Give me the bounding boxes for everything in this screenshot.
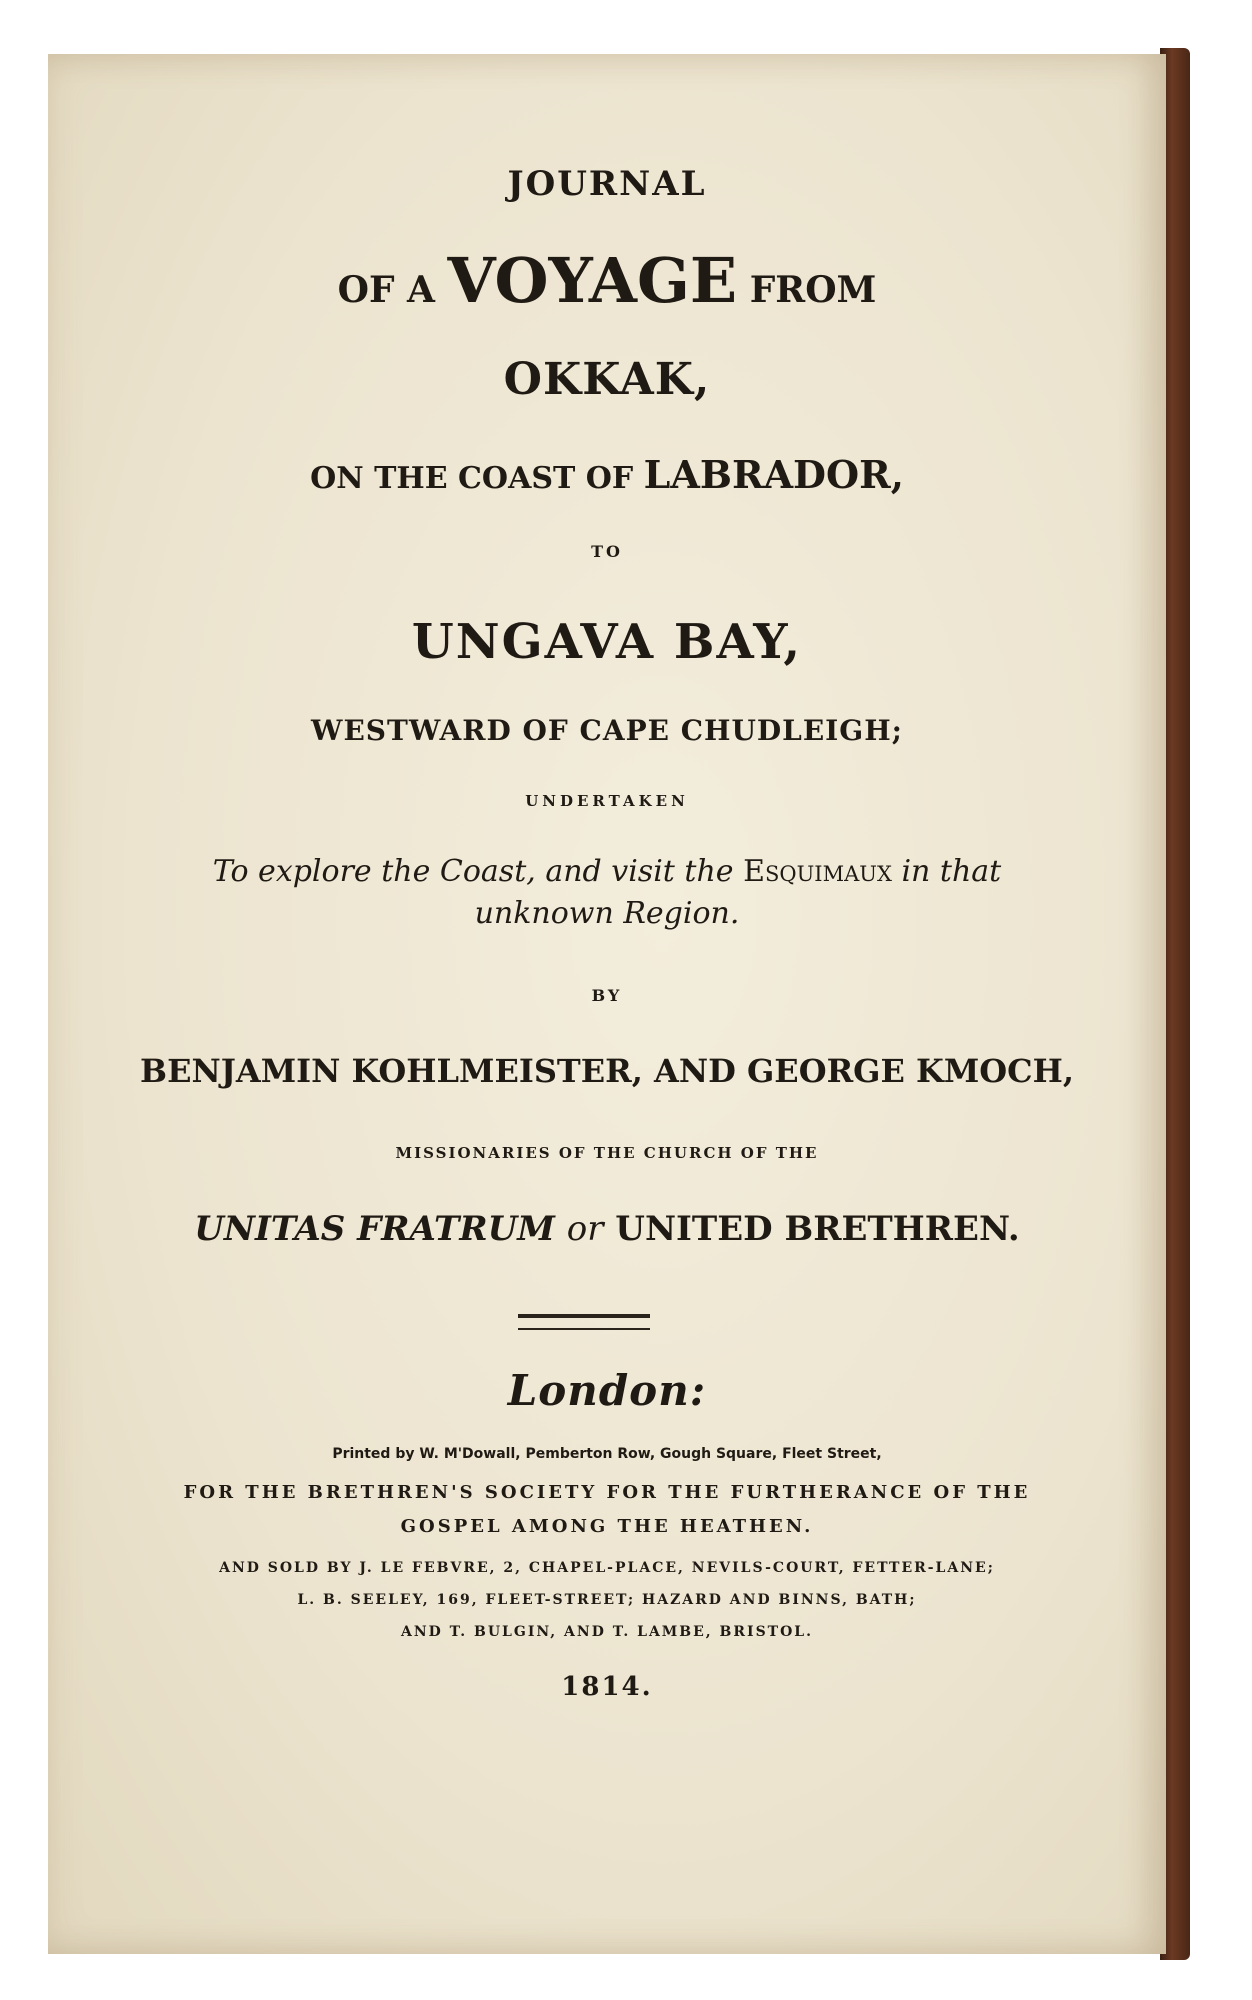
title-explore-line [48, 854, 1166, 889]
title-or: or [566, 1209, 604, 1249]
title-voyage-line [48, 244, 1166, 317]
title-okkak: OKKAK, [503, 354, 711, 405]
title-coast-line [48, 452, 1166, 497]
title-journal: JOURNAL [507, 164, 707, 204]
imprint-sold-line-1: AND SOLD BY J. LE FEBVRE, 2, CHAPEL-PLACE, NEVILS-COURT, FETTER-LANE; [219, 1560, 995, 1576]
title-ungava-bay: UNGAVA BAY, [411, 614, 803, 670]
title-unitas-line [48, 1209, 1166, 1249]
title-labrador: LABRADOR, [643, 452, 904, 497]
title-of-a: OF A [337, 269, 435, 311]
title-explore-a: To explore the Coast, and visit the [212, 854, 734, 889]
double-rule-divider [518, 1314, 650, 1330]
title-region: unknown Region. [474, 896, 740, 931]
title-unitas-fratrum: UNITAS FRATRUM [194, 1209, 555, 1249]
imprint-london: London: [507, 1366, 707, 1415]
title-voyage: VOYAGE [447, 244, 738, 317]
title-to: TO [591, 542, 623, 561]
book [48, 48, 1190, 1960]
title-undertaken: UNDERTAKEN [525, 792, 689, 810]
imprint-for-line-1: FOR THE BRETHREN'S SOCIETY FOR THE FURTHERANCE OF THE [183, 1482, 1031, 1503]
title-united-brethren: UNITED BRETHREN. [615, 1209, 1020, 1249]
title-on-the-coast-of: ON THE COAST OF [310, 461, 634, 496]
title-missionaries: MISSIONARIES OF THE CHURCH OF THE [395, 1144, 819, 1162]
imprint-sold-line-3: AND T. BULGIN, AND T. LAMBE, BRISTOL. [400, 1624, 814, 1640]
title-esquimaux: Esquimaux [743, 854, 892, 889]
imprint-sold-line-2: L. B. SEELEY, 169, FLEET-STREET; HAZARD AND BINNS, BATH; [297, 1592, 917, 1608]
title-by: BY [591, 986, 623, 1005]
title-westward: WESTWARD OF CAPE CHUDLEIGH; [311, 714, 903, 747]
title-authors: BENJAMIN KOHLMEISTER, AND GEORGE KMOCH, [140, 1052, 1074, 1090]
imprint-printed-by: Printed by W. M'Dowall, Pemberton Row, Gough Square, Fleet Street, [332, 1446, 882, 1462]
imprint-year: 1814. [561, 1672, 653, 1702]
title-page [48, 54, 1166, 1954]
title-from: FROM [749, 269, 877, 311]
imprint-for-line-2: GOSPEL AMONG THE HEATHEN. [400, 1516, 814, 1537]
title-explore-b: in that [901, 854, 1002, 889]
